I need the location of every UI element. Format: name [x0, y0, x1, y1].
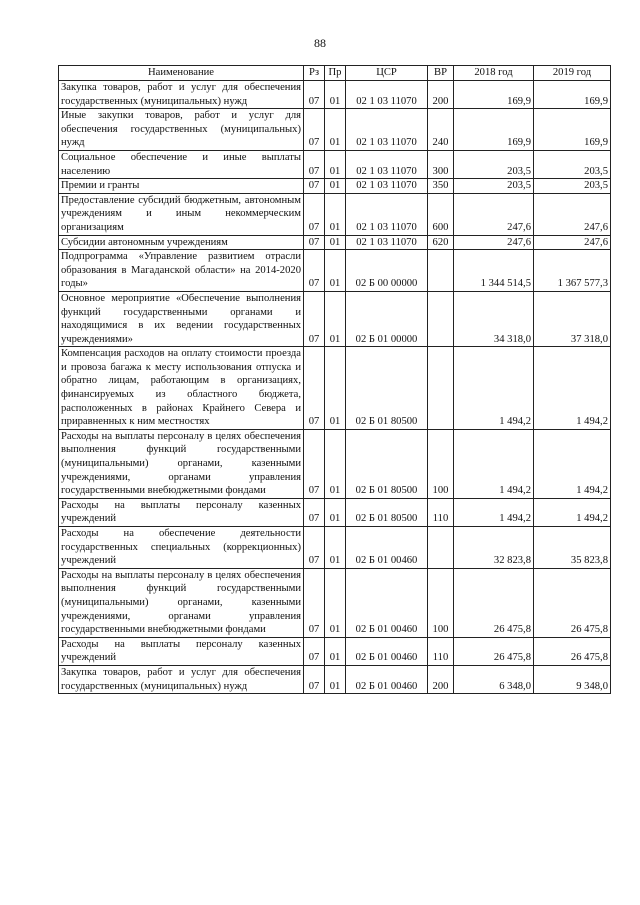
cell-csr: 02 Б 01 80500	[346, 429, 428, 498]
cell-csr: 02 Б 01 00460	[346, 568, 428, 637]
budget-table	[58, 65, 611, 694]
table-row	[59, 665, 611, 693]
cell-name: Расходы на обеспечение деятельности государственных специальных (коррекционных) учреждений	[59, 527, 304, 569]
cell-rz: 07	[304, 429, 325, 498]
table-body	[59, 81, 611, 694]
cell-rz: 07	[304, 291, 325, 346]
cell-2019: 169,9	[534, 109, 611, 151]
cell-2018: 203,5	[454, 179, 534, 194]
header-2018: 2018 год	[454, 66, 534, 81]
cell-csr: 02 Б 00 00000	[346, 250, 428, 292]
cell-2019: 203,5	[534, 179, 611, 194]
cell-pr: 01	[325, 568, 346, 637]
cell-2019: 247,6	[534, 193, 611, 235]
cell-name: Основное мероприятие «Обеспечение выполнения функций государственными органами и находящимися в их ведении государственных учреждениями»	[59, 291, 304, 346]
cell-vr: 110	[428, 498, 454, 526]
cell-pr: 01	[325, 81, 346, 109]
cell-2018: 247,6	[454, 193, 534, 235]
cell-csr: 02 Б 01 80500	[346, 347, 428, 430]
cell-csr: 02 1 03 11070	[346, 193, 428, 235]
cell-2019: 9 348,0	[534, 665, 611, 693]
cell-name: Закупка товаров, работ и услуг для обеспечения государственных (муниципальных) нужд	[59, 665, 304, 693]
cell-pr: 01	[325, 527, 346, 569]
cell-name: Предоставление субсидий бюджетным, автономным учреждениям и иным некоммерческим организациям	[59, 193, 304, 235]
cell-name: Расходы на выплаты персоналу казенных учреждений	[59, 498, 304, 526]
cell-vr: 100	[428, 568, 454, 637]
cell-2018: 203,5	[454, 150, 534, 178]
cell-rz: 07	[304, 81, 325, 109]
table-row	[59, 347, 611, 430]
cell-csr: 02 Б 01 80500	[346, 498, 428, 526]
cell-2019: 1 494,2	[534, 429, 611, 498]
cell-vr	[428, 250, 454, 292]
cell-2019: 1 494,2	[534, 347, 611, 430]
cell-2019: 26 475,8	[534, 568, 611, 637]
cell-rz: 07	[304, 235, 325, 250]
table-row	[59, 527, 611, 569]
cell-pr: 01	[325, 291, 346, 346]
header-csr: ЦСР	[346, 66, 428, 81]
table-row	[59, 429, 611, 498]
cell-2018: 1 494,2	[454, 347, 534, 430]
table-row	[59, 498, 611, 526]
cell-pr: 01	[325, 235, 346, 250]
cell-2018: 34 318,0	[454, 291, 534, 346]
cell-2018: 6 348,0	[454, 665, 534, 693]
cell-vr: 300	[428, 150, 454, 178]
cell-rz: 07	[304, 665, 325, 693]
table-row	[59, 150, 611, 178]
cell-rz: 07	[304, 109, 325, 151]
cell-pr: 01	[325, 637, 346, 665]
header-vr: ВР	[428, 66, 454, 81]
cell-csr: 02 1 03 11070	[346, 81, 428, 109]
table-row	[59, 179, 611, 194]
cell-csr: 02 1 03 11070	[346, 150, 428, 178]
header-rz: Рз	[304, 66, 325, 81]
cell-pr: 01	[325, 250, 346, 292]
cell-2019: 247,6	[534, 235, 611, 250]
cell-rz: 07	[304, 498, 325, 526]
cell-csr: 02 Б 01 00000	[346, 291, 428, 346]
table-row	[59, 637, 611, 665]
cell-2018: 247,6	[454, 235, 534, 250]
cell-csr: 02 1 03 11070	[346, 235, 428, 250]
cell-2018: 26 475,8	[454, 568, 534, 637]
cell-name: Субсидии автономным учреждениям	[59, 235, 304, 250]
page-number: 88	[314, 36, 326, 50]
cell-pr: 01	[325, 179, 346, 194]
header-pr: Пр	[325, 66, 346, 81]
cell-csr: 02 1 03 11070	[346, 179, 428, 194]
cell-2019: 37 318,0	[534, 291, 611, 346]
cell-vr: 110	[428, 637, 454, 665]
cell-vr: 620	[428, 235, 454, 250]
cell-2018: 1 344 514,5	[454, 250, 534, 292]
cell-rz: 07	[304, 193, 325, 235]
cell-2019: 1 367 577,3	[534, 250, 611, 292]
cell-2018: 169,9	[454, 109, 534, 151]
cell-csr: 02 Б 01 00460	[346, 665, 428, 693]
cell-vr: 240	[428, 109, 454, 151]
cell-2019: 26 475,8	[534, 637, 611, 665]
table-row	[59, 109, 611, 151]
header-name: Наименование	[59, 66, 304, 81]
table-row	[59, 250, 611, 292]
cell-csr: 02 Б 01 00460	[346, 637, 428, 665]
cell-name: Компенсация расходов на оплату стоимости проезда и провоза багажа к месту использования отпуска и обратно лицам, работающим в организациях, финансируемых из областного бюджета, расположенных в районах Крайнего Севера и приравненных к ним местностях	[59, 347, 304, 430]
table-row	[59, 235, 611, 250]
cell-rz: 07	[304, 347, 325, 430]
cell-rz: 07	[304, 250, 325, 292]
cell-name: Социальное обеспечение и иные выплаты населению	[59, 150, 304, 178]
cell-name: Премии и гранты	[59, 179, 304, 194]
cell-name: Расходы на выплаты персоналу казенных учреждений	[59, 637, 304, 665]
cell-name: Расходы на выплаты персоналу в целях обеспечения выполнения функций государственными (муниципальными) органами, казенными учреждениями, органами управления государственными внебюджетными фондами	[59, 429, 304, 498]
cell-pr: 01	[325, 150, 346, 178]
cell-2019: 1 494,2	[534, 498, 611, 526]
cell-vr	[428, 291, 454, 346]
cell-rz: 07	[304, 150, 325, 178]
cell-vr: 200	[428, 81, 454, 109]
cell-2019: 203,5	[534, 150, 611, 178]
cell-vr: 350	[428, 179, 454, 194]
cell-2018: 169,9	[454, 81, 534, 109]
cell-2019: 35 823,8	[534, 527, 611, 569]
cell-name: Иные закупки товаров, работ и услуг для обеспечения государственных (муниципальных) нужд	[59, 109, 304, 151]
cell-pr: 01	[325, 193, 346, 235]
cell-name: Подпрограмма «Управление развитием отрасли образования в Магаданской области» на 2014-2020 годы»	[59, 250, 304, 292]
table-row	[59, 568, 611, 637]
cell-vr: 600	[428, 193, 454, 235]
cell-vr	[428, 527, 454, 569]
cell-2018: 26 475,8	[454, 637, 534, 665]
cell-rz: 07	[304, 527, 325, 569]
cell-pr: 01	[325, 109, 346, 151]
cell-name: Закупка товаров, работ и услуг для обеспечения государственных (муниципальных) нужд	[59, 81, 304, 109]
cell-2018: 32 823,8	[454, 527, 534, 569]
cell-name: Расходы на выплаты персоналу в целях обеспечения выполнения функций государственными (муниципальными) органами, казенными учреждениями, органами управления государственными внебюджетными фондами	[59, 568, 304, 637]
header-2019: 2019 год	[534, 66, 611, 81]
cell-rz: 07	[304, 179, 325, 194]
cell-pr: 01	[325, 347, 346, 430]
table-header-row	[59, 66, 611, 81]
table-row	[59, 291, 611, 346]
table-row	[59, 193, 611, 235]
cell-rz: 07	[304, 637, 325, 665]
cell-vr	[428, 347, 454, 430]
cell-2019: 169,9	[534, 81, 611, 109]
cell-vr: 200	[428, 665, 454, 693]
table-row	[59, 81, 611, 109]
cell-pr: 01	[325, 498, 346, 526]
cell-2018: 1 494,2	[454, 429, 534, 498]
cell-vr: 100	[428, 429, 454, 498]
cell-2018: 1 494,2	[454, 498, 534, 526]
cell-csr: 02 Б 01 00460	[346, 527, 428, 569]
cell-csr: 02 1 03 11070	[346, 109, 428, 151]
cell-rz: 07	[304, 568, 325, 637]
cell-pr: 01	[325, 429, 346, 498]
cell-pr: 01	[325, 665, 346, 693]
